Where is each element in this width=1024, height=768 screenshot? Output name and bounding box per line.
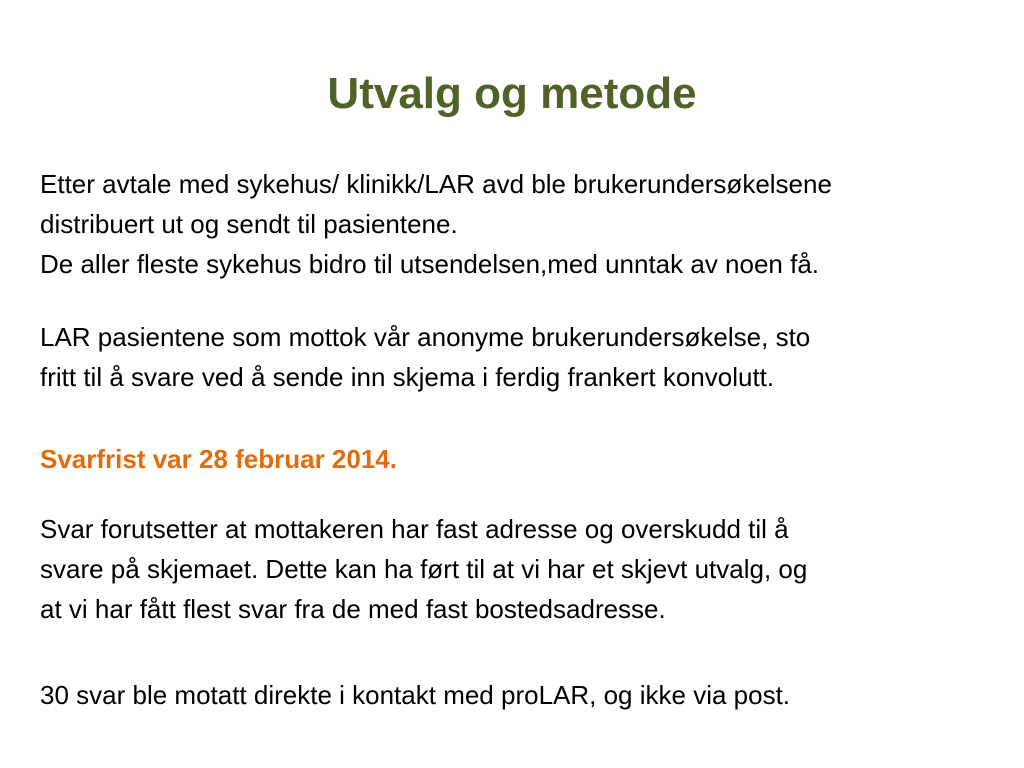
paragraph-anonymous-survey (40, 317, 1000, 397)
slide-title: Utvalg og metode (327, 69, 697, 118)
paragraph-direct-responses: 30 svar ble motatt direkte i kontakt med proLAR, og ikke via post. (40, 680, 791, 710)
deadline-highlight: Svarfrist var 28 februar 2014. (40, 444, 397, 474)
paragraph-distribution (40, 164, 1000, 284)
paragraph-bias (40, 509, 1000, 629)
text-line: fritt til å svare ved å sende inn skjema i ferdig frankert konvolutt. (40, 362, 775, 392)
text-line: LAR pasientene som mottok vår anonyme brukerundersøkelse, sto (40, 322, 811, 352)
text-line: at vi har fått flest svar fra de med fast bostedsadresse. (40, 594, 666, 624)
text-line: Svar forutsetter at mottakeren har fast adresse og overskudd til å (40, 514, 789, 544)
text-line: distribuert ut og sendt til pasientene. (40, 209, 458, 239)
text-line: De aller fleste sykehus bidro til utsendelsen,med unntak av noen få. (40, 249, 820, 279)
text-line: Etter avtale med sykehus/ klinikk/LAR avd ble brukerundersøkelsene (40, 169, 832, 199)
text-line: svare på skjemaet. Dette kan ha ført til at vi har et skjevt utvalg, og (40, 554, 808, 584)
